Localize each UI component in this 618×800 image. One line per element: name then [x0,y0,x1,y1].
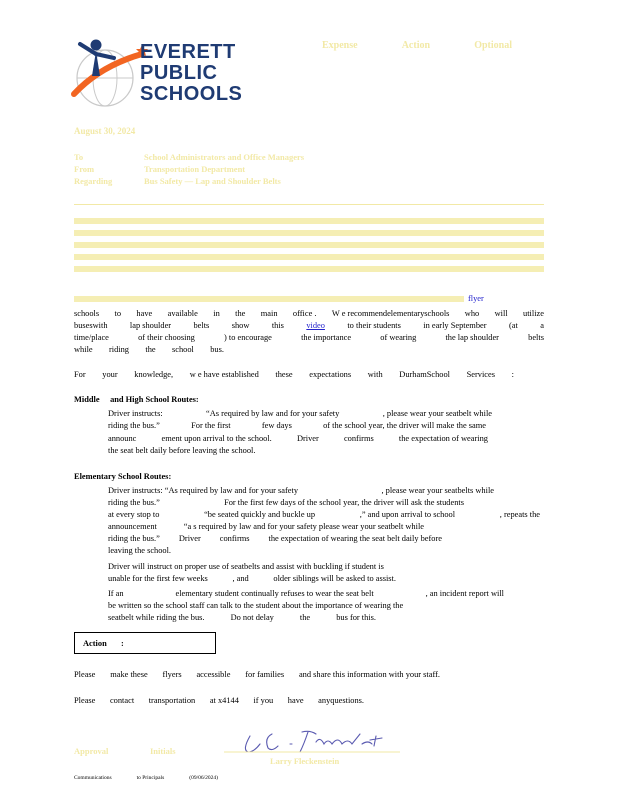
word: knowledge, [134,370,174,379]
word: belts [528,333,544,342]
word: anyquestions. [318,696,364,705]
word: buseswith [74,321,108,330]
word: confirms [343,434,374,443]
word: DurhamSchool [399,370,450,379]
word: If an [108,589,124,598]
word: if you [253,696,274,705]
word: in early September [423,321,487,330]
elem-b1-l3 [108,509,540,520]
elem-b3-l3 [108,612,376,623]
elem-b2-l2 [108,573,396,584]
word: contact [109,696,135,705]
word: Please [74,670,96,679]
word: announcement [108,522,157,531]
logo-line-everett: EVERETT [140,41,236,63]
word: Services [466,370,495,379]
word: with [367,370,383,379]
word: ,” and upon arrival to school [359,510,456,519]
word: while [74,345,93,354]
word: schools [74,309,100,318]
word: your [102,370,118,379]
word: riding the bus.” [108,534,160,543]
district-logo [70,36,255,116]
regarding-label: Regarding [74,176,113,186]
middle-b1-l1 [108,408,492,419]
word: this [271,321,284,330]
word: the expectation of wearing [398,434,488,443]
word: a [540,321,544,330]
word: have [287,696,304,705]
word: ) to encourage [224,333,272,342]
word: W e recommendelementaryschools [331,309,450,318]
elem-b2-l1: Driver will instruct on proper use of seatbelts and assist with buckling if student is [108,562,384,571]
word: for families [245,670,285,679]
word: bus for this. [336,613,376,622]
word: will [494,309,508,318]
word: accessible [196,670,231,679]
word: , please wear your seatbelt while [382,409,492,418]
word: have [136,309,153,318]
memo-header-block [74,151,304,187]
middle-b1-l4: the seat belt daily before leaving the school. [108,446,256,455]
word: , an incident report will [425,589,504,598]
footer-word: to Principals [136,775,165,781]
word: the [235,309,246,318]
word: of the school year, the driver will make the same [323,421,486,430]
elem-b1-l5 [108,533,442,544]
logo-line-schools: SCHOOLS [140,83,243,105]
word: Driver instructs: “As required by law and for your safety [108,486,299,495]
word: Do not delay [230,613,274,622]
from-label: From [74,164,95,174]
to-value: School Administrators and Office Managers [144,152,305,162]
logo-line-public: PUBLIC [140,62,218,84]
word: “As required by law and for your safety [206,409,340,418]
word: For [74,370,86,379]
word: available [167,309,198,318]
word: Please [74,696,96,705]
word: riding the bus.” [108,421,160,430]
word: bus. [210,345,224,354]
word: elementary student continually refuses to wear the seat belt [175,589,374,598]
elementary-heading: Elementary School Routes: [74,472,172,481]
word: confirms [219,534,250,543]
word: older siblings will be asked to assist. [273,574,396,583]
word: and share this information with your staff. [298,670,440,679]
word: Driver [296,434,319,443]
word: the expectation of wearing the seat belt daily before [268,534,442,543]
word: : [511,370,514,379]
word: announc [108,434,137,443]
footer-word: (09/06/2024) [189,775,218,781]
intro-line-3 [74,332,544,343]
memo-type-action: Action [401,40,431,51]
video-link[interactable]: video [306,321,325,330]
word: riding [108,345,129,354]
footer-word: Communications [74,775,112,781]
word: flyers [162,670,182,679]
header-divider [74,204,544,205]
regarding-value: Bus Safety — Lap and Shoulder Belts [144,176,281,186]
footer-line [74,775,218,781]
closing-line-2 [74,695,364,706]
word: “a s required by law and for your safety please wear your seatbelt while [183,522,424,531]
middle-high-heading [74,394,199,405]
heading-word: and High School Routes: [110,395,199,404]
word: Driver instructs: [108,409,163,418]
word: belts [193,321,210,330]
word: who [464,309,480,318]
word: to [114,309,122,318]
word: the importance [301,333,352,342]
word: , repeats the [499,510,540,519]
word: show [231,321,250,330]
word: , and [232,574,249,583]
approval-label: Approval [74,746,109,756]
signer-name: Larry Fleckenstein [270,756,340,766]
to-label: To [74,152,84,162]
elem-b1-l1 [108,485,494,496]
elem-b1-l2 [108,497,464,508]
word: of their choosing [138,333,195,342]
word: transportation [148,696,196,705]
middle-b1-l2 [108,420,486,431]
action-box [74,632,216,654]
word: Driver [178,534,201,543]
word: seatbelt while riding the bus. [108,613,205,622]
word: utilize [523,309,544,318]
word: , please wear your seatbelts while [381,486,494,495]
word: expectations [309,370,352,379]
closing-line-1 [74,669,440,680]
action-label: Action [83,639,107,648]
word: at every stop to [108,510,160,519]
elem-b1-l6: leaving the school. [108,546,172,555]
word: “be seated quickly and buckle up [204,510,316,519]
word: in [213,309,220,318]
from-value: Transportation Department [144,164,246,174]
intro-line-2 [74,320,544,331]
word: lap shoulder [129,321,172,330]
action-colon: : [121,639,124,648]
word: few days [261,421,292,430]
word: For the first few days of the school year, the driver will ask the students [224,498,464,507]
word: of wearing [380,333,417,342]
word: riding the bus.” [108,498,160,507]
elem-b3-l2: be written so the school staff can talk to the student about the importance of wearing the [108,601,404,610]
word: office . [292,309,317,318]
word: the lap shoulder [445,333,499,342]
memo-type-row [322,40,512,51]
word: For the first [191,421,231,430]
word: main [260,309,278,318]
word: time/place [74,333,109,342]
memo-type-optional: Optional [474,40,512,51]
word: to their students [347,321,401,330]
signature-image [220,724,410,758]
flyer-link[interactable]: flyer [468,294,484,303]
word: these [275,370,293,379]
initials-label: Initials [150,746,176,756]
memo-date: August 30, 2024 [74,126,136,136]
word: at x4144 [209,696,239,705]
word: the [299,613,311,622]
word: make these [110,670,148,679]
word: unable for the first few weeks [108,574,208,583]
elem-b3-l1 [108,588,504,599]
intro-line-1 [74,308,544,319]
elem-b1-l4 [108,521,424,532]
word: ement upon arrival to the school. [161,434,272,443]
memo-type-expense: Expense [322,40,358,51]
word: school [171,345,194,354]
heading-word: Middle [74,395,100,404]
word: the [145,345,156,354]
intro-line-4 [74,344,224,355]
word: (at [508,321,518,330]
word: w e have established [189,370,259,379]
expectations-intro [74,369,514,380]
middle-b1-l3 [108,433,488,444]
